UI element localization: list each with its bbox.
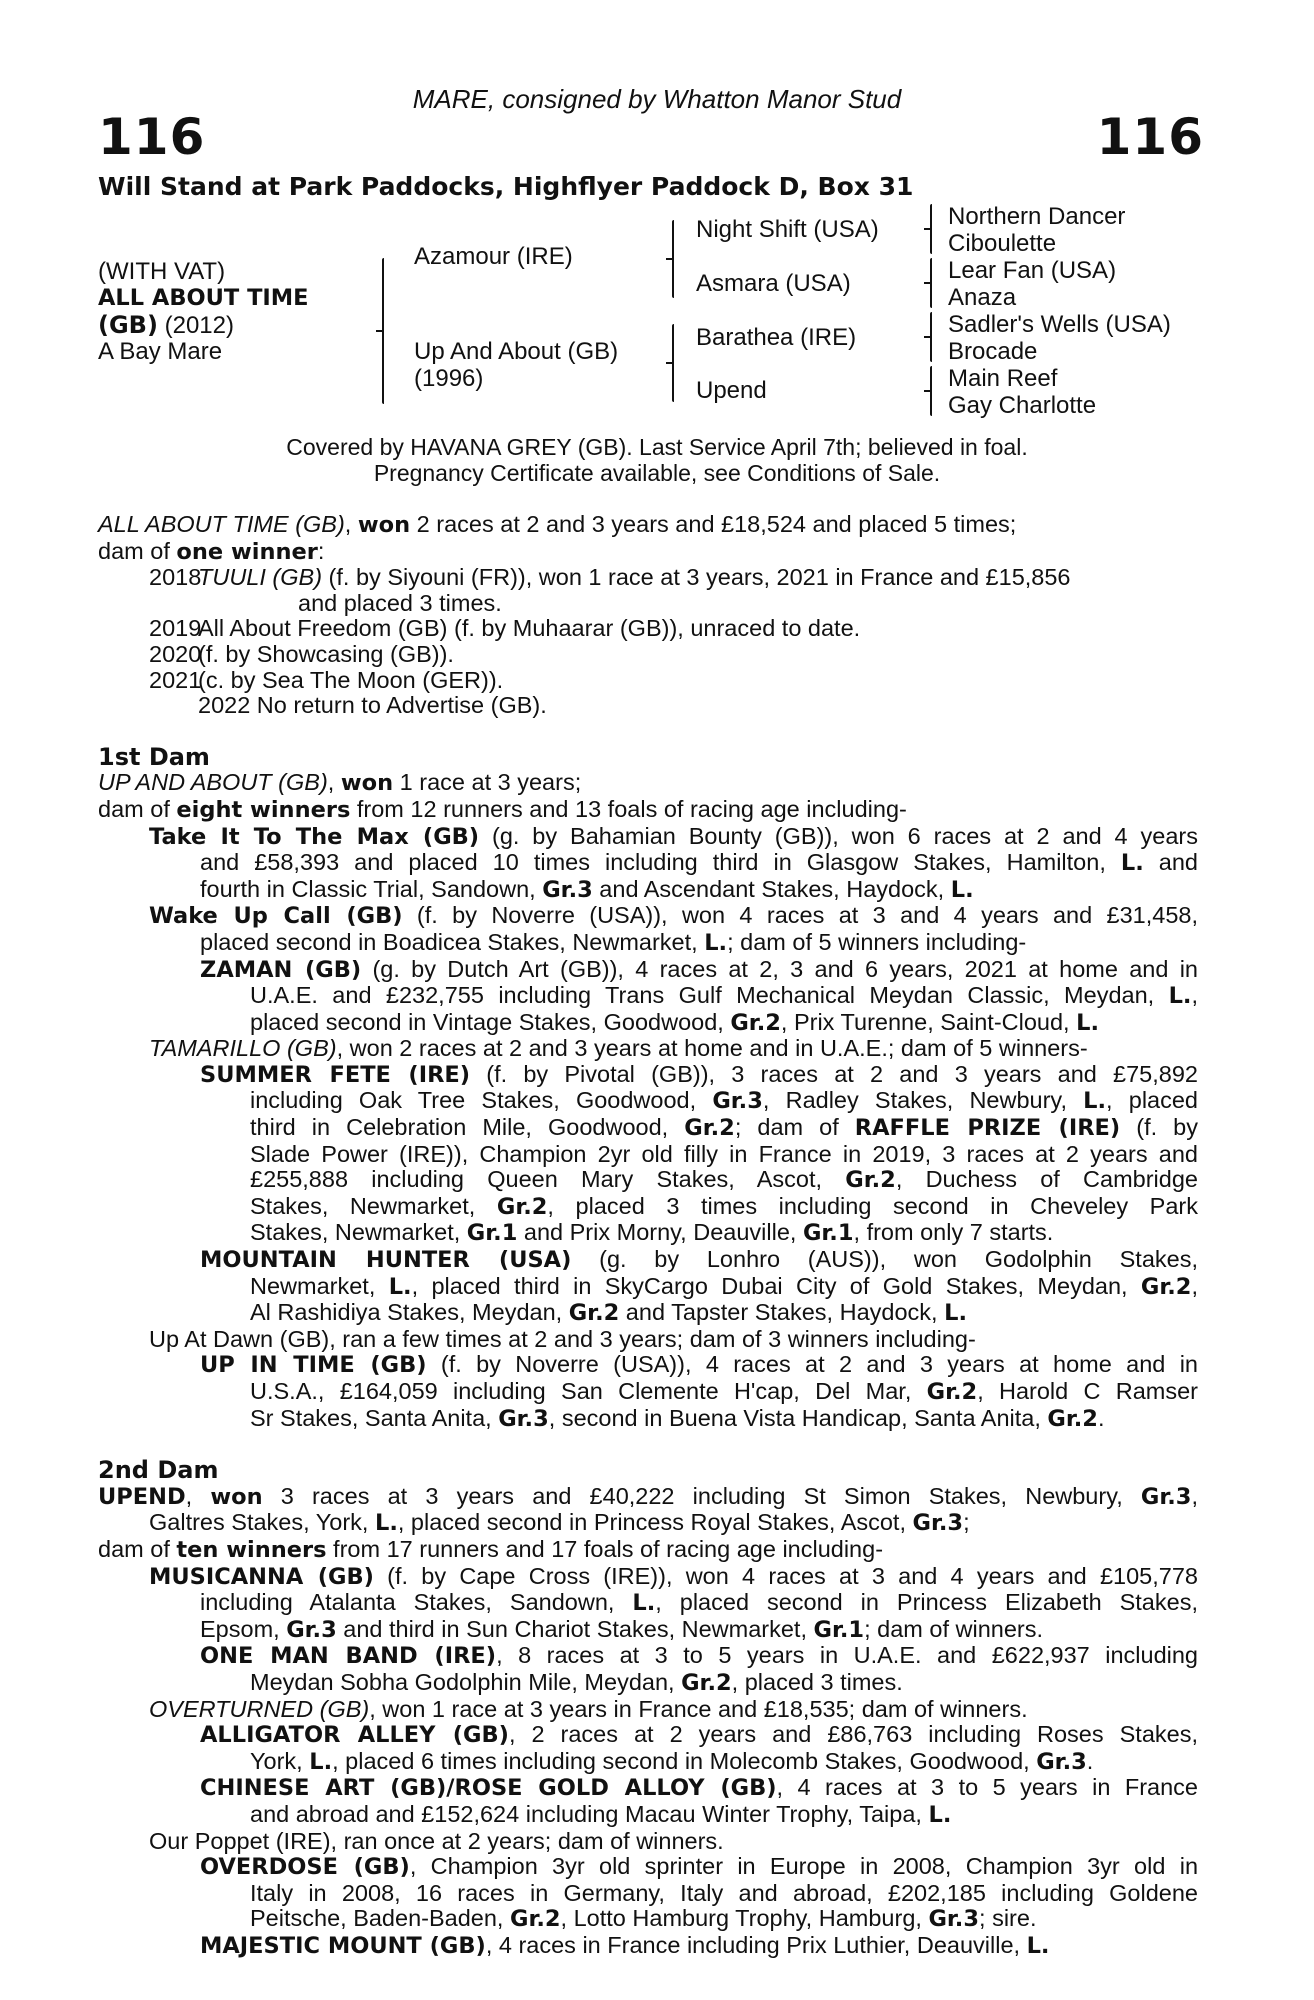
produce-row — [98, 642, 1198, 668]
dam-record: 1 race at 3 years; — [393, 769, 582, 796]
grade: Gr.2 — [509, 1906, 561, 1933]
gg-5: Sadler's Wells (USA) — [948, 311, 1171, 338]
progeny-line — [98, 1749, 1198, 1776]
dam-record: , — [1191, 1482, 1198, 1509]
covered-line-1: Covered by HAVANA GREY (GB). Last Service April 7th; believed in foal. — [286, 434, 1028, 460]
progeny-text: third in Celebration Mile, Goodwood, — [250, 1114, 685, 1141]
progeny-line — [98, 957, 1198, 984]
progeny-line — [98, 1010, 1198, 1037]
grade: L. — [1120, 850, 1144, 877]
progeny-text: , — [1191, 1272, 1198, 1299]
progeny-name: ALLIGATOR ALLEY (GB) — [200, 1722, 509, 1749]
progeny-text: Epsom, — [200, 1615, 287, 1642]
progeny-line — [98, 1167, 1198, 1194]
mare-line-2 — [98, 539, 1198, 566]
progeny-line — [98, 1775, 1198, 1802]
produce-text: (f. by Siyouni (FR)), won 1 race at 3 years, 2021 in France and £15,856 — [322, 564, 1071, 591]
dam-name: UP AND ABOUT (GB) — [98, 769, 328, 796]
second-dam-line-2 — [98, 1510, 1198, 1537]
progeny-text: (f. by Noverre (USA)), 4 races at 2 and 3 years at home and in — [426, 1351, 1198, 1378]
progeny-line — [98, 850, 1198, 877]
grade: L. — [374, 1510, 398, 1537]
grade: Gr.1 — [813, 1616, 865, 1643]
progeny-text: Sr Stakes, Santa Anita, — [250, 1404, 499, 1431]
progeny-line — [98, 1220, 1198, 1247]
progeny-text: including Atalanta Stakes, Sandown, — [200, 1589, 633, 1616]
progeny-name: CHINESE ART (GB)/ROSE GOLD ALLOY (GB) — [200, 1775, 777, 1802]
progeny-name: UP IN TIME (GB) — [200, 1352, 427, 1379]
progeny-text: Al Rashidiya Stakes, Meydan, — [250, 1299, 569, 1326]
grade: Gr.3 — [1036, 1748, 1087, 1775]
main-brace — [382, 258, 384, 404]
dam-of: dam of — [98, 537, 177, 564]
sep: , — [327, 769, 341, 796]
progeny-name: MUSICANNA (GB) — [149, 1563, 374, 1590]
progeny-line: Slade Power (IRE)), Champion 2yr old filly in France in 2019, 3 races at 2 years and — [250, 1140, 1198, 1167]
produce-text: 2022 No return to Advertise (GB). — [198, 692, 547, 719]
second-dam-line-1 — [98, 1484, 1198, 1511]
progeny-text: , Harold C Ramser — [977, 1378, 1198, 1404]
sep: , — [344, 511, 358, 537]
progeny-text: (g. by Dutch Art (GB)), 4 races at 2, 3 and 6 years, 2021 at home and in — [361, 955, 1198, 982]
grade: Gr.3 — [542, 876, 593, 903]
dam-record: ; — [963, 1509, 970, 1536]
grade: Gr.2 — [730, 1009, 781, 1036]
progeny-text: , placed — [1106, 1087, 1198, 1114]
produce-text: All About Freedom (GB) (f. by Muhaarar (GB)), unraced to date. — [198, 615, 861, 642]
progeny-name: TAMARILLO (GB) — [149, 1035, 337, 1062]
progeny-line — [98, 877, 1198, 904]
progeny-name: Take It To The Max (GB) — [149, 823, 480, 850]
progeny-text: . — [1097, 1404, 1105, 1431]
grade: Gr.3 — [928, 1906, 980, 1933]
progeny-name: MAJESTIC MOUNT (GB) — [200, 1932, 486, 1959]
progeny-line — [98, 1722, 1198, 1749]
progeny-name: OVERDOSE (GB) — [200, 1854, 410, 1881]
sire: Azamour (IRE) — [414, 243, 573, 270]
progeny-text: (f. by Pivotal (GB)), 3 races at 2 and 3 years and £75,892 — [470, 1060, 1198, 1087]
gg-4: Anaza — [948, 284, 1017, 311]
produce-year: 2021 — [149, 666, 202, 693]
produce-row — [98, 616, 1198, 642]
grade: Gr.1 — [802, 1220, 854, 1247]
progeny-line — [98, 1062, 1198, 1089]
progeny-line — [98, 1115, 1198, 1142]
produce-year: 2018 — [149, 564, 202, 591]
progeny-line — [98, 1933, 1198, 1960]
progeny-text: placed second in Boadicea Stakes, Newmarket, — [200, 928, 705, 955]
progeny-text: (f. by Noverre (USA)), won 4 races at 3 and 4 years and £31,458, — [402, 902, 1198, 929]
grade: L. — [632, 1590, 656, 1617]
progeny-text: . — [1086, 1747, 1094, 1774]
dam-of: dam of — [98, 795, 177, 822]
first-dam-line-1 — [98, 770, 1198, 797]
progeny-line — [98, 1088, 1198, 1115]
progeny-line — [98, 1406, 1198, 1433]
winners-count: eight winners — [176, 796, 351, 823]
dam: Up And About (GB) — [414, 338, 619, 365]
progeny-name: MOUNTAIN HUNTER (USA) — [200, 1247, 572, 1274]
progeny-text: , 8 races at 3 to 5 years in U.A.E. and £622,937 including — [496, 1642, 1198, 1669]
progeny-text: fourth in Classic Trial, Sandown, — [200, 875, 543, 902]
grade: Gr.2 — [568, 1300, 620, 1327]
first-dam-heading: 1st Dam — [98, 742, 210, 771]
mare-name: ALL ABOUT TIME (GB) — [98, 511, 345, 537]
grade: Gr.2 — [684, 1115, 735, 1142]
mare-line-1 — [98, 512, 1198, 539]
won-label: won — [340, 770, 394, 797]
dam-brace — [672, 324, 674, 402]
horse-description: A Bay Mare — [98, 338, 223, 365]
progeny-text: , 4 races in France including Prix Luthier, Deauville, — [485, 1931, 1027, 1958]
grade: L. — [928, 1801, 952, 1828]
won-label: won — [357, 512, 411, 538]
progeny-line — [98, 983, 1198, 1010]
progeny-line — [98, 1670, 1198, 1697]
grade: Gr.3 — [1140, 1483, 1192, 1510]
mare-record — [98, 512, 1198, 1959]
first-dam-line-2 — [98, 797, 1198, 824]
progeny-line — [98, 824, 1198, 851]
progeny-text: Stakes, Newmarket, — [250, 1192, 497, 1219]
progeny-text: , 2 races at 2 years and £86,763 including Roses Stakes, — [508, 1721, 1198, 1748]
consignor-line: MARE, consigned by Whatton Manor Stud — [412, 84, 902, 114]
progeny-line — [98, 1379, 1198, 1406]
progeny-text: , — [1191, 982, 1198, 1009]
stand-location: Will Stand at Park Paddocks, Highflyer Paddock D, Box 31 — [98, 172, 914, 201]
progeny-line: Our Poppet (IRE), ran once at 2 years; dam of winners. — [149, 1827, 724, 1854]
mare-record-text: 2 races at 2 and 3 years and £18,524 and placed 5 times; — [410, 511, 1017, 537]
progeny-line — [98, 1194, 1198, 1221]
horse-name: ALL ABOUT TIME — [98, 285, 309, 311]
gg-6: Brocade — [948, 338, 1038, 365]
produce-text: (c. by Sea The Moon (GER)). — [198, 666, 504, 693]
progeny-line — [98, 1854, 1198, 1881]
progeny-line — [98, 1697, 1198, 1723]
grade: Gr.2 — [1140, 1273, 1192, 1300]
progeny-text: , won 2 races at 2 and 3 years at home and in U.A.E.; dam of 5 winners- — [336, 1035, 1088, 1062]
grade: Gr.2 — [496, 1193, 548, 1220]
progeny-text: ; dam of winners. — [864, 1615, 1044, 1642]
horse-country: (GB) — [98, 311, 158, 339]
lot-number-right: 116 — [1096, 108, 1204, 166]
grade: Gr.2 — [1047, 1405, 1098, 1432]
grade: L. — [1168, 983, 1192, 1010]
dam-name: UPEND — [98, 1483, 186, 1510]
grade: Gr.2 — [926, 1379, 978, 1405]
grade: L. — [950, 876, 974, 903]
dam-dam: Upend — [696, 377, 767, 404]
progeny-text: ; sire. — [979, 1905, 1037, 1932]
covered-line-2: Pregnancy Certificate available, see Conditions of Sale. — [373, 460, 941, 486]
produce-text: (f. by Showcasing (GB)). — [198, 640, 454, 667]
gg-brace-4 — [930, 366, 932, 416]
gg-3: Lear Fan (USA) — [948, 257, 1117, 284]
produce-row — [98, 565, 1198, 591]
progeny-text: (f. by Cape Cross (IRE)), won 4 races at 3 and 4 years and £105,778 — [373, 1562, 1198, 1589]
second-dam-line-3 — [98, 1537, 1198, 1564]
progeny-name: ZAMAN (GB) — [200, 956, 362, 983]
progeny-text: ; dam of — [734, 1114, 855, 1141]
dam-record: 3 races at 3 years and £40,222 including St Simon Stakes, Newbury, — [262, 1482, 1141, 1509]
winners-count: one winner — [176, 538, 318, 565]
sire-dam: Asmara (USA) — [696, 270, 851, 297]
produce-row — [98, 668, 1198, 694]
progeny-text: , Lotto Hamburg Trophy, Hamburg, — [560, 1905, 929, 1932]
progeny-text: , second in Buena Vista Handicap, Santa Anita, — [548, 1404, 1048, 1431]
progeny-text: Newmarket, — [250, 1272, 389, 1299]
progeny-text: Meydan Sobha Godolphin Mile, Meydan, — [250, 1668, 682, 1695]
progeny-text: , Champion 3yr old sprinter in Europe in 2008, Champion 3yr old in — [409, 1853, 1199, 1880]
produce-row-cont: and placed 3 times. — [298, 589, 502, 616]
colon: : — [317, 537, 325, 564]
progeny-line — [98, 1274, 1198, 1301]
dam-of: dam of — [98, 1535, 177, 1562]
progeny-line — [98, 1590, 1198, 1617]
covered-note — [0, 434, 1314, 486]
horse-year: (2012) — [157, 312, 234, 339]
progeny-text: , placed second in Princess Elizabeth Stakes, — [655, 1589, 1198, 1616]
progeny-line — [98, 1802, 1198, 1829]
progeny-text: Peitsche, Baden-Baden, — [250, 1905, 510, 1932]
progeny-line — [98, 1643, 1198, 1670]
progeny-text: £255,888 including Queen Mary Stakes, Ascot, — [250, 1166, 846, 1193]
produce-year: 2020 — [149, 640, 202, 667]
progeny-text: , Duchess of Cambridge — [895, 1166, 1198, 1193]
progeny-line — [98, 1617, 1198, 1644]
dam-year: (1996) — [414, 365, 484, 392]
progeny-name: SUMMER FETE (IRE) — [200, 1061, 471, 1088]
progeny-text: (g. by Bahamian Bounty (GB)), won 6 races at 2 and 4 years — [479, 822, 1198, 849]
progeny-line — [98, 930, 1198, 957]
progeny-line — [98, 1247, 1198, 1274]
gg-brace-3 — [930, 312, 932, 362]
progeny-text: ; dam of 5 winners including- — [727, 928, 1027, 955]
grade: Gr.3 — [912, 1510, 964, 1537]
progeny-text: , Prix Turenne, Saint-Cloud, — [780, 1008, 1077, 1035]
produce-name: TUULI (GB) — [198, 564, 323, 591]
runners-text: from 12 runners and 13 foals of racing age including- — [350, 795, 907, 822]
progeny-text: placed second in Vintage Stakes, Goodwood, — [250, 1008, 731, 1035]
progeny-text: , placed 6 times including second in Molecomb Stakes, Goodwood, — [332, 1747, 1037, 1774]
grade: L. — [309, 1748, 333, 1775]
grade: L. — [944, 1300, 967, 1327]
progeny-text: , 4 races at 3 to 5 years in France — [776, 1774, 1198, 1801]
grade: Gr.2 — [681, 1669, 732, 1696]
progeny-name: OVERTURNED (GB) — [149, 1695, 370, 1722]
progeny-line — [98, 1300, 1198, 1327]
dam-record: Galtres Stakes, York, — [149, 1509, 375, 1536]
grade: Gr.2 — [845, 1167, 896, 1194]
progeny-text: , Radley Stakes, Newbury, — [762, 1087, 1084, 1114]
produce-row — [98, 693, 1198, 719]
progeny-text: and Prix Morny, Deauville, — [517, 1219, 803, 1246]
grade: L. — [1026, 1932, 1050, 1959]
gg-1: Northern Dancer — [948, 203, 1126, 230]
second-dam-heading: 2nd Dam — [98, 1456, 219, 1485]
lot-number-left: 116 — [98, 108, 206, 166]
progeny-text: , placed 3 times including second in Cheveley Park — [547, 1192, 1198, 1219]
progeny-text: , from only 7 starts. — [853, 1219, 1054, 1246]
progeny-text: and abroad and £152,624 including Macau Winter Trophy, Taipa, — [250, 1800, 929, 1827]
progeny-name: ONE MAN BAND (IRE) — [200, 1643, 497, 1670]
sire-sire: Night Shift (USA) — [696, 216, 879, 243]
won-label: won — [210, 1483, 263, 1510]
progeny-line — [98, 1036, 1198, 1062]
progeny-text: and Ascendant Stakes, Haydock, — [592, 875, 951, 902]
progeny-text: , placed third in SkyCargo Dubai City of Gold Stakes, Meydan, — [411, 1272, 1141, 1299]
progeny-name: RAFFLE PRIZE (IRE) — [854, 1115, 1121, 1142]
sep: , — [185, 1482, 211, 1509]
vat-note: (WITH VAT) — [98, 258, 226, 285]
grade: L. — [704, 929, 728, 956]
grade: L. — [388, 1273, 412, 1300]
winners-count: ten winners — [176, 1536, 327, 1563]
progeny-text: and third in Sun Chariot Stakes, Newmarket, — [336, 1615, 814, 1642]
progeny-name: Wake Up Call (GB) — [149, 903, 403, 930]
gg-8: Gay Charlotte — [948, 392, 1097, 419]
progeny-line — [98, 1906, 1198, 1933]
progeny-text: , won 1 race at 3 years in France and £18,535; dam of winners. — [369, 1695, 1028, 1722]
dam-sire: Barathea (IRE) — [696, 324, 857, 351]
horse-origin-line — [98, 311, 234, 340]
progeny-text: and Tapster Stakes, Haydock, — [619, 1299, 945, 1326]
grade: Gr.1 — [466, 1220, 518, 1247]
progeny-text: York, — [250, 1747, 310, 1774]
gg-7: Main Reef — [948, 365, 1058, 392]
progeny-line: Italy in 2008, 16 races in Germany, Italy and abroad, £202,185 including Goldene — [250, 1879, 1198, 1906]
progeny-text: , placed 3 times. — [731, 1668, 903, 1695]
sire-brace — [672, 220, 674, 298]
progeny-text: (f. by — [1120, 1114, 1199, 1141]
progeny-line — [98, 1564, 1198, 1591]
grade: Gr.3 — [498, 1405, 549, 1432]
grade: L. — [1083, 1088, 1107, 1115]
progeny-text: U.S.A., £164,059 including San Clemente H'cap, Del Mar, — [250, 1378, 927, 1404]
progeny-text: U.A.E. and £232,755 including Trans Gulf Mechanical Meydan Classic, Meydan, — [250, 982, 1169, 1009]
progeny-line — [98, 903, 1198, 930]
grade: Gr.3 — [286, 1616, 337, 1643]
progeny-text: including Oak Tree Stakes, Goodwood, — [250, 1087, 713, 1114]
dam-record: , placed second in Princess Royal Stakes, Ascot, — [397, 1509, 913, 1536]
gg-brace-1 — [930, 204, 932, 254]
progeny-text: Stakes, Newmarket, — [250, 1219, 467, 1246]
grade: L. — [1076, 1009, 1099, 1036]
runners-text: from 17 runners and 17 foals of racing age including- — [326, 1535, 884, 1562]
gg-2: Ciboulette — [948, 230, 1057, 257]
produce-year: 2019 — [149, 615, 202, 642]
progeny-text: and — [1143, 849, 1198, 876]
grade: Gr.3 — [712, 1088, 763, 1115]
progeny-line — [98, 1352, 1198, 1379]
progeny-text: and £58,393 and placed 10 times including third in Glasgow Stakes, Hamilton, — [200, 849, 1121, 876]
progeny-text: (g. by Lonhro (AUS)), won Godolphin Stakes, — [571, 1246, 1198, 1273]
progeny-line: Up At Dawn (GB), ran a few times at 2 and 3 years; dam of 3 winners including- — [149, 1325, 976, 1352]
gg-brace-2 — [930, 258, 932, 308]
